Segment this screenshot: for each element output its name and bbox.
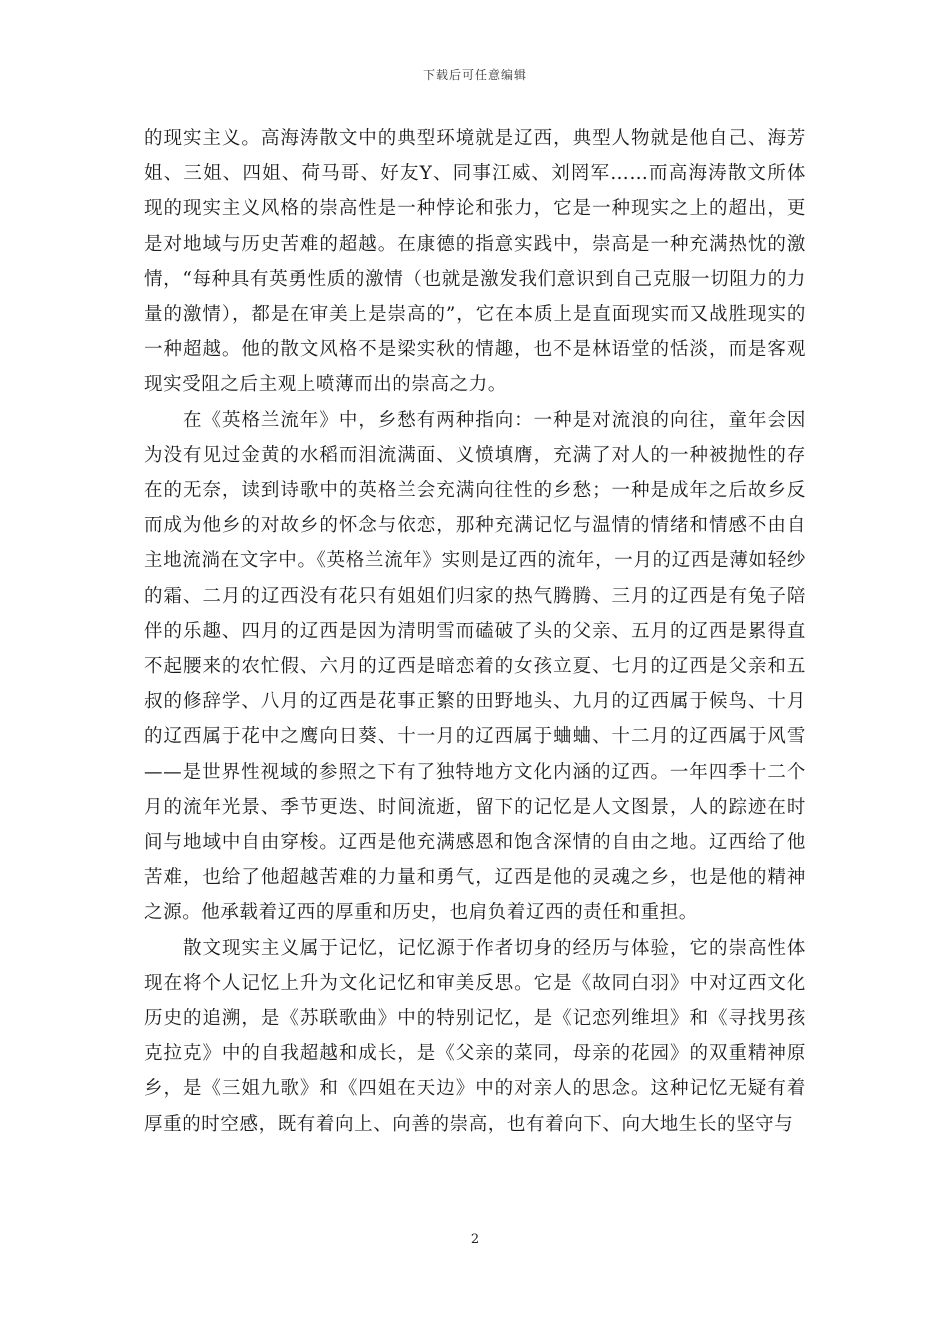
document-body <box>144 121 806 1142</box>
paragraph-2: 在《英格兰流年》中，乡愁有两种指向：一种是对流浪的向往，童年会因为没有见过金黄的水稻而泪流满面、义愤填膺，充满了对人的一种被抛性的存在的无奈，读到诗歌中的英格兰会充满向往性的乡愁；一种是成年之后故乡反而成为他乡的对故乡的怀念与依恋，那种充满记忆与温情的情绪和情感不由自主地流淌在文字中。《英格兰流年》实则是辽西的流年，一月的辽西是薄如轻纱的霜、二月的辽西没有花只有姐姐们归家的热气腾腾、三月的辽西是有兔子陪伴的乐趣、四月的辽西是因为清明雪而磕破了头的父亲、五月的辽西是累得直不起腰来的农忙假、六月的辽西是暗恋着的女孩立夏、七月的辽西是父亲和五叔的修辞学、八月的辽西是花事正繁的田野地头、九月的辽西属于候鸟、十月的辽西属于花中之鹰向日葵、十一月的辽西属于蛐蛐、十二月的辽西属于风雪——是世界性视域的参照之下有了独特地方文化内涵的辽西。一年四季十二个月的流年光景、季节更迭、时间流逝，留下的记忆是人文图景，人的踪迹在时间与地域中自由穿梭。辽西是他充满感恩和饱含深情的自由之地。辽西给了他苦难，也给了他超越苦难的力量和勇气，辽西是他的灵魂之乡，也是他的精神之源。他承载着辽西的厚重和历史，也肩负着辽西的责任和重担。 <box>144 409 806 924</box>
page-header: 下载后可任意编辑 <box>422 68 527 82</box>
paragraph-1: 的现实主义。高海涛散文中的典型环境就是辽西，典型人物就是他自己、海芳姐、三姐、四姐、荷马哥、好友Y、同事江威、刘罔军……而高海涛散文所体现的现实主义风格的崇高性是一种悖论和张力，它是一种现实之上的超出，更是对地域与历史苦难的超越。在康德的指意实践中，崇高是一种充满热忱的激情，“每种具有英勇性质的激情（也就是激发我们意识到自己克服一切阻力的力量的激情），都是在审美上是崇高的”，它在本质上是直面现实而又战胜现实的一种超越。他的散文风格不是梁实秋的情趣，也不是林语堂的恬淡，而是客观现实受阻之后主观上喷薄而出的崇高之力。 <box>144 128 806 396</box>
paragraph-3: 散文现实主义属于记忆，记忆源于作者切身的经历与体验，它的崇高性体现在将个人记忆上升为文化记忆和审美反思。它是《故同白羽》中对辽西文化历史的追溯，是《苏联歌曲》中的特别记忆，是《记恋列维坦》和《寻找男孩克拉克》中的自我超越和成长，是《父亲的菜同，母亲的花园》的双重精神原乡，是《三姐九歌》和《四姐在天边》中的对亲人的思念。这种记忆无疑有着厚重的时空感，既有着向上、向善的崇高，也有着向下、向大地生长的坚守与 <box>144 937 806 1135</box>
page-number: 2 <box>470 1232 480 1247</box>
